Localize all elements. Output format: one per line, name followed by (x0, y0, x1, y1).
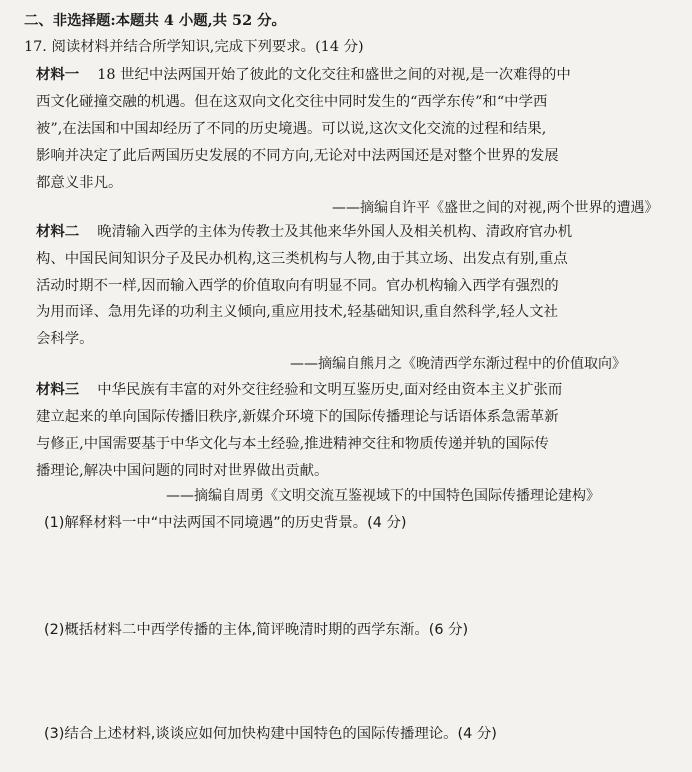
material1-line-2: 西文化碰撞交融的机遇。但在这双向文化交往中同时发生的“西学东传”和“中学西 (36, 94, 548, 110)
material2-text-1: 晚清输入西学的主体为传教士及其他来华外国人及相关机构、清政府官办机 (97, 224, 573, 240)
subquestion-3: (3)结合上述材料,谈谈应如何加快构建中国特色的国际传播理论。(4 分) (44, 726, 497, 742)
material2-line-4: 为用而译、急用先译的功利主义倾向,重应用技术,轻基础知识,重自然科学,轻人文社 (36, 304, 558, 320)
material1-line-1 (36, 65, 571, 85)
material3-line-3: 与修正,中国需要基于中华文化与本土经验,推进精神交往和物质传递并轨的国际传 (36, 436, 549, 452)
material2-line-5: 会科学。 (36, 331, 94, 347)
material3-text-1: 中华民族有丰富的对外交往经验和文明互鉴历史,面对经由资本主义扩张而 (97, 382, 563, 398)
material1-line-3: 被”,在法国和中国却经历了不同的历史境遇。可以说,这次文化交流的过程和结果, (36, 121, 547, 137)
material1-text-1: 18 世纪中法两国开始了彼此的文化交往和盛世之间的对视,是一次难得的中 (97, 67, 571, 83)
material3-line-4: 播理论,解决中国问题的同时对世界做出贡献。 (36, 463, 329, 479)
question-title: 17. 阅读材料并结合所学知识,完成下列要求。(14 分) (24, 39, 364, 55)
subquestion-2: (2)概括材料二中西学传播的主体,简评晚清时期的西学东渐。(6 分) (44, 622, 469, 638)
material1-line-4: 影响并决定了此后两国历史发展的不同方向,无论对中法两国还是对整个世界的发展 (36, 148, 559, 164)
section-title: 二、非选择题:本题共 4 小题,共 52 分。 (24, 12, 286, 29)
material3-line-1 (36, 380, 562, 400)
material1-source: ——摘编自许平《盛世之间的对视,两个世界的遭遇》 (332, 200, 659, 216)
material2-line-1 (36, 222, 572, 242)
material3-label: 材料三 (36, 382, 80, 398)
material3-source: ——摘编自周勇《文明交流互鉴视域下的中国特色国际传播理论建构》 (166, 488, 600, 504)
material2-line-3: 活动时期不一样,因而输入西学的价值取向有明显不同。官办机构输入西学有强烈的 (36, 278, 559, 294)
material3-line-2: 建立起来的单向国际传播旧秩序,新媒介环境下的国际传播理论与话语体系急需革新 (36, 409, 559, 425)
material1-line-5: 都意义非凡。 (36, 175, 123, 191)
material1-label: 材料一 (36, 67, 80, 83)
material2-label: 材料二 (36, 224, 80, 240)
material2-source: ——摘编自熊月之《晚清西学东渐过程中的价值取向》 (290, 356, 626, 372)
subquestion-1: (1)解释材料一中“中法两国不同境遇”的历史背景。(4 分) (44, 515, 407, 531)
material2-line-2: 构、中国民间知识分子及民办机构,这三类机构与人物,由于其立场、出发点有别,重点 (36, 251, 568, 267)
